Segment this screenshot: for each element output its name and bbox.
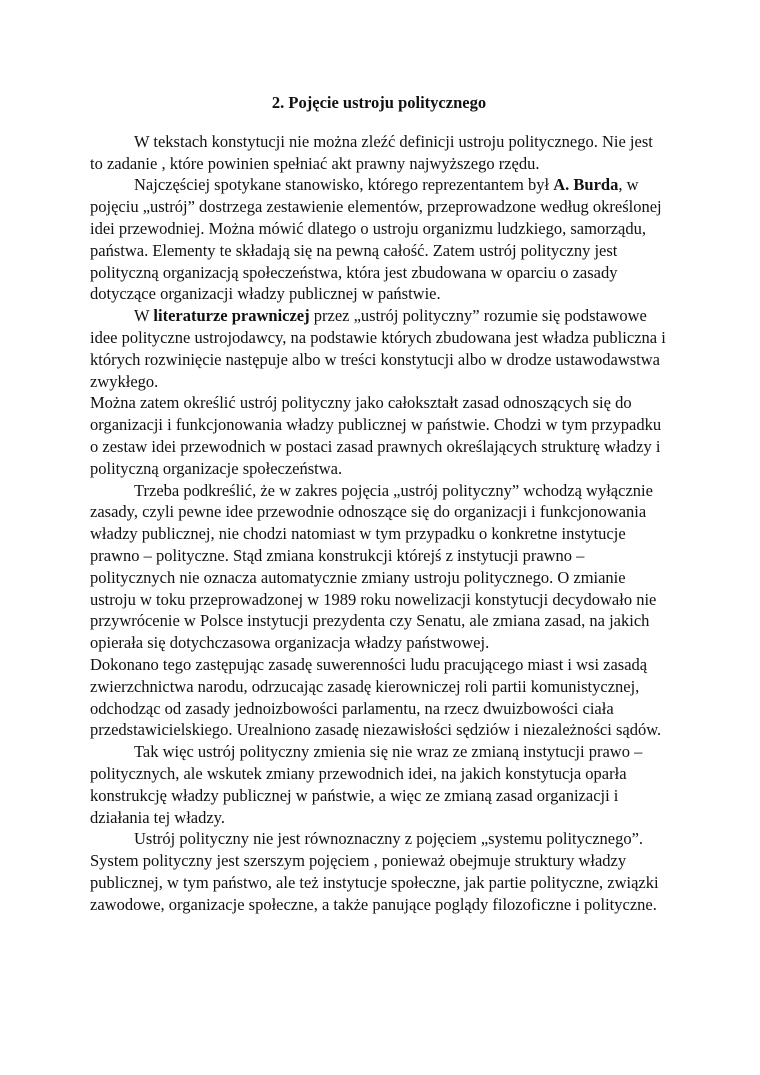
- paragraph-7: Tak więc ustrój polityczny zmienia się nie wraz ze zmianą instytucji prawo – politycznych, ale wskutek zmiany przewodnich idei, na jakich konstytucja oparła konstrukcję władzy publicznej w państwie, a więc ze zmianą zasad organizacji i działania tej władzy.: [90, 742, 643, 827]
- section-title: 2. Pojęcie ustroju politycznego: [271, 93, 487, 112]
- paragraph-2-text-start: Najczęściej spotykane stanowisko, którego reprezentantem był: [134, 175, 554, 195]
- paragraph-2-text-end: , w pojęciu „ustrój” dostrzega zestawienie elementów, przeprowadzone według określonej idei przewodniej. Można mówić dlatego o ustroju organizmu ludzkiego, samorządu, państwa. Elementy te składają się na pewną całość. Zatem ustrój polityczny jest polityczną organizacją społeczeństwa, która jest zbudowana w oparciu o zasady dotyczące organizacji władzy publicznej w państwie.: [90, 175, 662, 304]
- paragraph-4: Można zatem określić ustrój polityczny jako całokształt zasad odnoszących się do organizacji i funkcjonowania władzy publicznej w państwie. Chodzi w tym przypadku o zestaw idei przewodnich w postaci zasad prawnych określających strukturę władzy i polityczną organizacje społeczeństwa.: [90, 393, 662, 478]
- paragraph-3-text-start: W: [134, 306, 154, 326]
- paragraph-3-text-end: przez „ustrój polityczny” rozumie się podstawowe idee polityczne ustrojodawcy, na podstawie których zbudowana jest władza publiczna i których rozwinięcie następuje albo w treści konstytucji albo w drodze ustawodawstwa zwykłego.: [90, 306, 666, 391]
- paragraph-5: Trzeba podkreślić, że w zakres pojęcia „ustrój polityczny” wchodzą wyłącznie zasady, czyli pewne idee przewodnie odnoszące się do organizacji i funkcjonowania władzy publicznej, nie chodzi natomiast w tym przypadku o konkretne instytucje prawno – polityczne. Stąd zmiana konstrukcji którejś z instytucji prawno – politycznych nie oznacza automatycznie zmiany ustroju politycznego. O zmianie ustroju w toku przeprowadzonej w 1989 roku nowelizacji konstytucji decydowało nie przywrócenie w Polsce instytucji prezydenta czy Senatu, ale zmiana zasad, na jakich opierała się dotychczasowa organizacja władzy państwowej.: [90, 480, 657, 653]
- legal-literature-bold: literaturze prawniczej: [153, 306, 310, 326]
- paragraph-1: W tekstach konstytucji nie można zleźć definicji ustroju politycznego. Nie jest to zadanie , które powinien spełniać akt prawny najwyższego rzędu.: [90, 131, 653, 173]
- paragraph-2: [90, 174, 668, 305]
- paragraph-3: [90, 305, 668, 392]
- paragraph-8: Ustrój polityczny nie jest równoznaczny z pojęciem „systemu politycznego”. System polityczny jest szerszym pojęciem , ponieważ obejmuje struktury władzy publicznej, w tym państwo, ale też instytucje społeczne, jak partie polityczne, związki zawodowe, organizacje społeczne, a także panujące poglądy filozoficzne i polityczne.: [90, 829, 659, 914]
- paragraph-6: Dokonano tego zastępując zasadę suwerenności ludu pracującego miast i wsi zasadą zwierzchnictwa narodu, odrzucając zasadę kierowniczej roli partii komunistycznej, odchodząc od zasady jednoizbowości parlamentu, na rzecz dwuizbowości ciała przedstawicielskiego. Urealniono zasadę niezawisłości sędziów i niezależności sądów.: [90, 654, 662, 740]
- document-body: [90, 92, 668, 915]
- author-name-bold: A. Burda: [553, 175, 619, 195]
